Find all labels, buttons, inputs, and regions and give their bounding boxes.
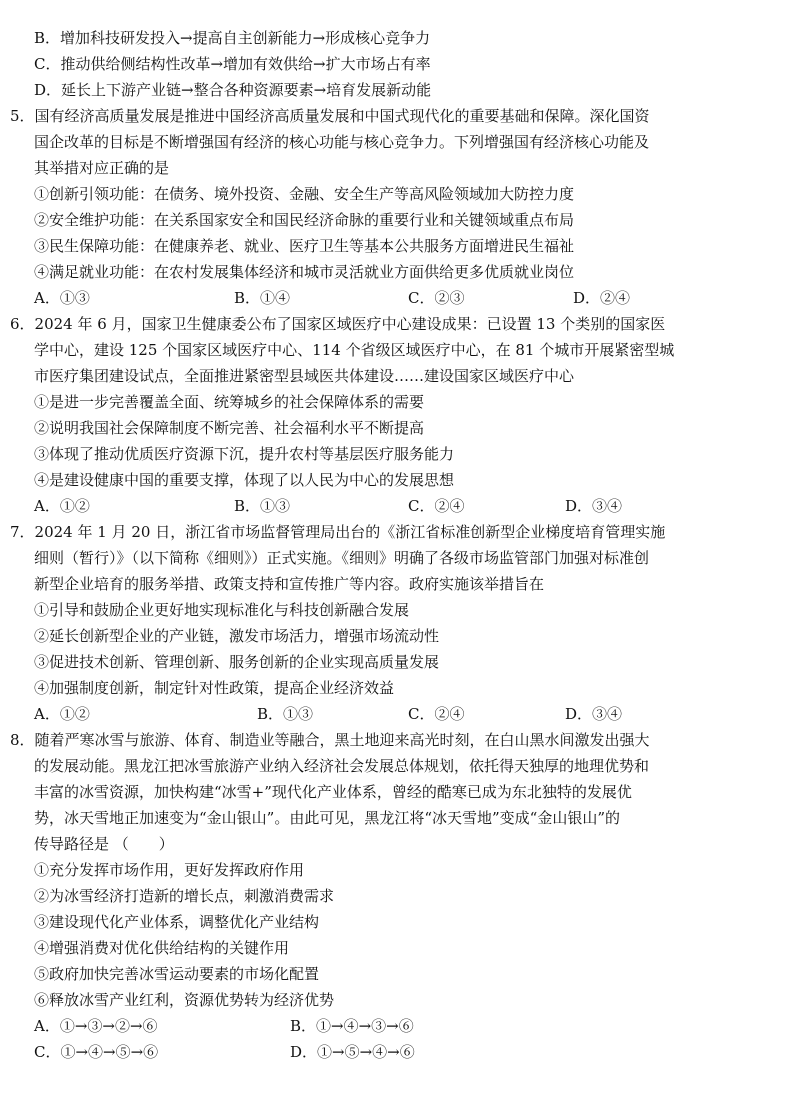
q7-stem-line: 细则（暂行）》（以下简称《细则》）正式实施。《细则》明确了各级市场监管部门加强对标准创 (34, 549, 650, 567)
q5-stem-line: 5．国有经济高质量发展是推进中国经济高质量发展和中国式现代化的重要基础和保障。深化国资 (10, 107, 650, 125)
q5-statement: ②安全维护功能：在关系国家安全和国民经济命脉的重要行业和关键领域重点布局 (34, 211, 575, 229)
q7-statement: ①引导和鼓励企业更好地实现标准化与科技创新融合发展 (34, 601, 410, 619)
q8-stem-line: 传导路径是 （ ） (34, 835, 174, 853)
q7-option-d: D．③④ (565, 705, 623, 723)
q5-statement: ④满足就业功能：在农村发展集体经济和城市灵活就业方面供给更多优质就业岗位 (34, 263, 575, 281)
q7-option-b: B．①③ (257, 705, 314, 723)
q6-stem-line: 市医疗集团建设试点，全面推进紧密型县域医共体建设……建设国家区域医疗中心 (34, 367, 575, 385)
q6-stem-line: 6．2024 年 6 月，国家卫生健康委公布了国家区域医疗中心建设成果：已设置 13 个类别的国家医 (10, 315, 666, 333)
q7-statement: ④加强制度创新，制定针对性政策，提高企业经济效益 (34, 679, 395, 697)
q6-option-d: D．③④ (565, 497, 623, 515)
q5-option-b: B．①④ (234, 289, 291, 307)
q7-stem-line: 7．2024 年 1 月 20 日，浙江省市场监督管理局出台的《浙江省标准创新型企业梯度培育管理实施 (10, 523, 666, 541)
q5-statement: ③民生保障功能：在健康养老、就业、医疗卫生等基本公共服务方面增进民生福祉 (34, 237, 575, 255)
q5-option-d: D．②④ (573, 289, 631, 307)
q6-statement: ②说明我国社会保障制度不断完善、社会福利水平不断提高 (34, 419, 425, 437)
q8-option-c: C．①→④→⑤→⑥ (34, 1043, 159, 1061)
q4-option-b: B．增加科技研发投入→提高自主创新能力→形成核心竞争力 (34, 29, 431, 47)
q6-option-a: A．①② (34, 497, 90, 515)
q8-statement: ③建设现代化产业体系，调整优化产业结构 (34, 913, 320, 931)
q5-stem-line: 其举措对应正确的是 (34, 159, 170, 177)
q6-option-c: C．②④ (408, 497, 465, 515)
q8-option-d: D．①→⑤→④→⑥ (290, 1043, 415, 1061)
q8-statement: ④增强消费对优化供给结构的关键作用 (34, 939, 290, 957)
q4-option-d: D．延长上下游产业链→整合各种资源要素→培育发展新动能 (34, 81, 432, 99)
q7-statement: ③促进技术创新、管理创新、服务创新的企业实现高质量发展 (34, 653, 440, 671)
q7-stem-line: 新型企业培育的服务举措、政策支持和宣传推广等内容。政府实施该举措旨在 (34, 575, 545, 593)
q8-statement: ⑤政府加快完善冰雪运动要素的市场化配置 (34, 965, 320, 983)
q8-option-b: B．①→④→③→⑥ (290, 1017, 414, 1035)
q8-stem-line: 丰富的冰雪资源，加快构建“冰雪+”现代化产业体系，曾经的酷寒已成为东北独特的发展优 (34, 783, 632, 801)
q8-option-a: A．①→③→②→⑥ (34, 1017, 158, 1035)
q4-option-c: C．推动供给侧结构性改革→增加有效供给→扩大市场占有率 (34, 55, 431, 73)
q8-statement: ⑥释放冰雪产业红利，资源优势转为经济优势 (34, 991, 335, 1009)
q5-option-a: A．①③ (34, 289, 90, 307)
q6-statement: ③体现了推动优质医疗资源下沉，提升农村等基层医疗服务能力 (34, 445, 455, 463)
q7-option-a: A．①② (34, 705, 90, 723)
q5-stem-line: 国企改革的目标是不断增强国有经济的核心功能与核心竞争力。下列增强国有经济核心功能及 (34, 133, 650, 151)
q6-option-b: B．①③ (234, 497, 291, 515)
q6-statement: ④是建设健康中国的重要支撑，体现了以人民为中心的发展思想 (34, 471, 455, 489)
q8-stem-line: 势，冰天雪地正加速变为“金山银山”。由此可见，黑龙江将“冰天雪地”变成“金山银山”的 (34, 809, 621, 827)
q5-option-c: C．②③ (408, 289, 465, 307)
q7-statement: ②延长创新型企业的产业链，激发市场活力，增强市场流动性 (34, 627, 440, 645)
q8-statement: ①充分发挥市场作用，更好发挥政府作用 (34, 861, 305, 879)
q6-statement: ①是进一步完善覆盖全面、统筹城乡的社会保障体系的需要 (34, 393, 425, 411)
q7-option-c: C．②④ (408, 705, 465, 723)
q8-statement: ②为冰雪经济打造新的增长点，刺激消费需求 (34, 887, 335, 905)
q8-stem-line: 的发展动能。黑龙江把冰雪旅游产业纳入经济社会发展总体规划，依托得天独厚的地理优势和 (34, 757, 650, 775)
q5-statement: ①创新引领功能：在债务、境外投资、金融、安全生产等高风险领域加大防控力度 (34, 185, 575, 203)
q6-stem-line: 学中心，建设 125 个国家区域医疗中心、114 个省级区域医疗中心，在 81 个城市开展紧密型城 (34, 341, 675, 359)
q8-stem-line: 8．随着严寒冰雪与旅游、体育、制造业等融合，黑土地迎来高光时刻，在白山黑水间激发出强大 (10, 731, 650, 749)
